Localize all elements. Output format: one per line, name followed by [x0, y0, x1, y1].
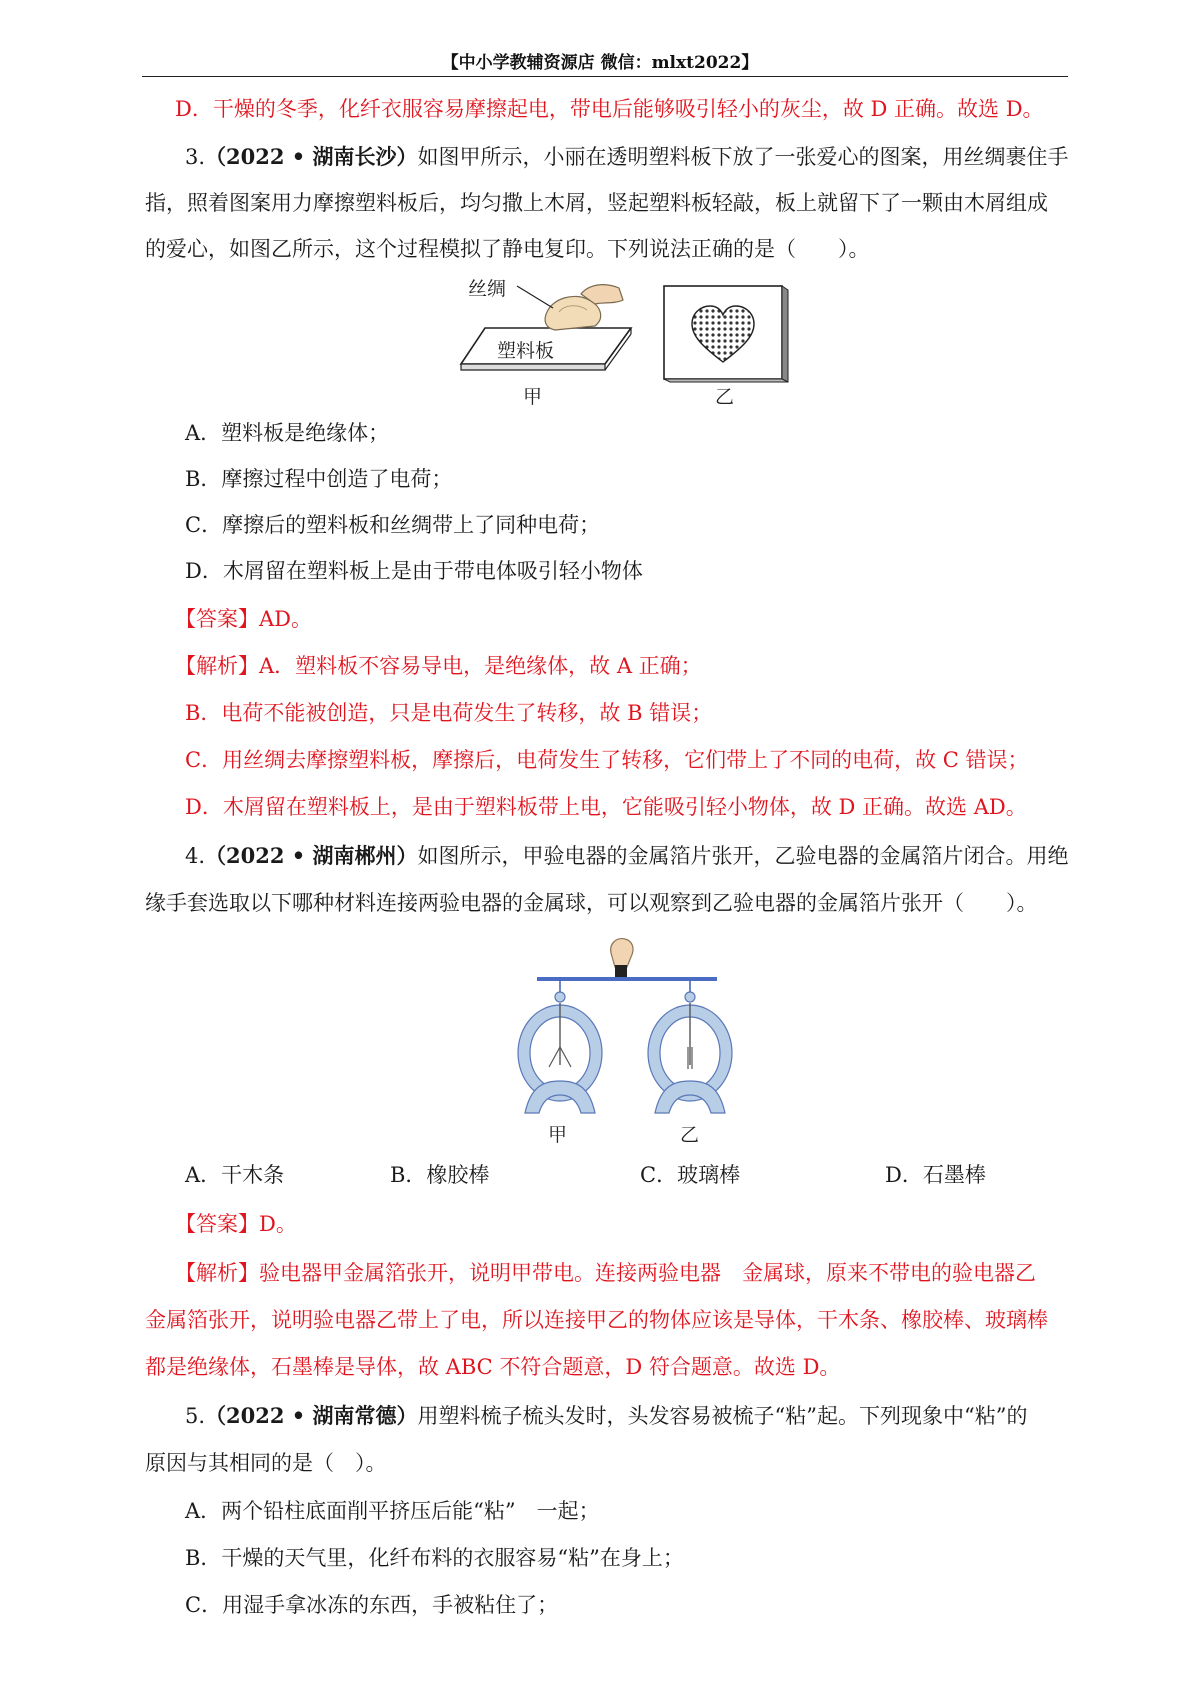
q3-answer: 【答案】AD。: [175, 607, 313, 631]
q3-option-c: C．摩擦后的塑料板和丝绸带上了同种电荷；: [185, 513, 601, 537]
q3-label-silk: 丝绸: [468, 278, 507, 300]
q4-option-b: B．橡胶棒: [390, 1163, 490, 1187]
q5-stem-text1: 用塑料梳子梳头发时，头发容易被梳子“粘”起。下列现象中“粘”的: [417, 1404, 1028, 1428]
q3-caption-a: 甲: [523, 386, 543, 408]
q3-analysis-line3: C．用丝绸去摩擦塑料板，摩擦后，电荷发生了转移，它们带上了不同的电荷，故 C 错误；: [185, 748, 1029, 772]
q3-stem-line2: 指，照着图案用力摩擦塑料板后，均匀撒上木屑，竖起塑料板轻敲，板上就留下了一颗由木屑组成: [145, 191, 1048, 215]
q4-number: 4.: [185, 844, 206, 868]
q4-answer: 【答案】D。: [175, 1212, 297, 1236]
page-header: 【中小学教辅资源店 微信：mlxt2022】: [441, 53, 759, 73]
q3-analysis-line1: 【解析】A．塑料板不容易导电，是绝缘体，故 A 正确；: [175, 654, 702, 678]
q5-option-c: C．用湿手拿冰冻的东西，手被粘住了；: [185, 1593, 559, 1617]
q4-analysis-line3: 都是绝缘体，石墨棒是导体，故 ABC 不符合题意，D 符合题意。故选 D。: [145, 1355, 841, 1379]
q3-number: 3.: [185, 145, 206, 169]
q3-analysis-line2: B．电荷不能被创造，只是电荷发生了转移，故 B 错误；: [185, 701, 713, 725]
connecting-rod: [537, 977, 717, 981]
q4-stem-line1: [185, 841, 1069, 871]
silk-pointer: [517, 286, 553, 308]
q3-option-b: B．摩擦过程中创造了电荷；: [185, 467, 453, 491]
q5-source: （2022 • 湖南常德）: [205, 1403, 418, 1428]
q4-figure: [505, 935, 745, 1125]
q4-option-d: D．石墨棒: [885, 1163, 986, 1187]
q4-analysis-line1: 【解析】验电器甲金属箔张开，说明甲带电。连接两验电器 金属球，原来不带电的验电器乙: [175, 1261, 1036, 1285]
q3-analysis-line4: D．木屑留在塑料板上，是由于塑料板带上电，它能吸引轻小物体，故 D 正确。故选 AD。: [185, 795, 1027, 819]
q3-caption-b: 乙: [715, 386, 735, 408]
q5-number: 5.: [185, 1404, 206, 1428]
q3-stem-text1: 如图甲所示，小丽在透明塑料板下放了一张爱心的图案，用丝绸裹住手: [417, 145, 1069, 169]
q5-option-b: B．干燥的天气里，化纤布料的衣服容易“粘”在身上；: [185, 1546, 684, 1570]
plastic-plate-edge: [461, 364, 605, 370]
header-divider: [142, 76, 1068, 77]
q4-option-a: A．干木条: [185, 1163, 285, 1187]
q3-option-d: D．木屑留在塑料板上是由于带电体吸引轻小物体: [185, 559, 643, 583]
q4-stem-line2: 缘手套选取以下哪种材料连接两验电器的金属球，可以观察到乙验电器的金属箔片张开（ ）。: [145, 891, 1038, 915]
q4-analysis-line2: 金属箔张开，说明验电器乙带上了电，所以连接甲乙的物体应该是导体，干木条、橡胶棒、玻璃棒: [145, 1308, 1048, 1332]
insulating-handle: [615, 965, 627, 977]
q4-caption-a: 甲: [548, 1124, 568, 1146]
q5-stem-line2: 原因与其相同的是（ ）。: [145, 1451, 387, 1475]
q4-option-c: C．玻璃棒: [640, 1163, 741, 1187]
q4-source: （2022 • 湖南郴州）: [205, 843, 418, 868]
q5-option-a: A．两个铅柱底面削平挤压后能“粘” 一起；: [185, 1499, 600, 1523]
q4-stem-text1: 如图所示，甲验电器的金属箔片张开，乙验电器的金属箔片闭合。用绝: [417, 844, 1069, 868]
q3-label-plate: 塑料板: [497, 340, 555, 362]
q3-stem-line1: [185, 142, 1069, 172]
q5-stem-line1: [185, 1401, 1028, 1431]
q3-source: （2022 • 湖南长沙）: [205, 144, 418, 169]
q3-option-a: A．塑料板是绝缘体；: [185, 421, 390, 445]
hand-icon: [611, 939, 633, 967]
q3-stem-line3: 的爱心，如图乙所示，这个过程模拟了静电复印。下列说法正确的是（ ）。: [145, 237, 870, 261]
q3-figure-b: [662, 284, 792, 384]
q4-caption-b: 乙: [680, 1124, 700, 1146]
electroscope-b: [648, 981, 732, 1113]
electroscope-a: [518, 981, 602, 1113]
q2-analysis-tail: D．干燥的冬季，化纤衣服容易摩擦起电，带电后能够吸引轻小的灰尘，故 D 正确。故选 D。: [175, 97, 1044, 121]
